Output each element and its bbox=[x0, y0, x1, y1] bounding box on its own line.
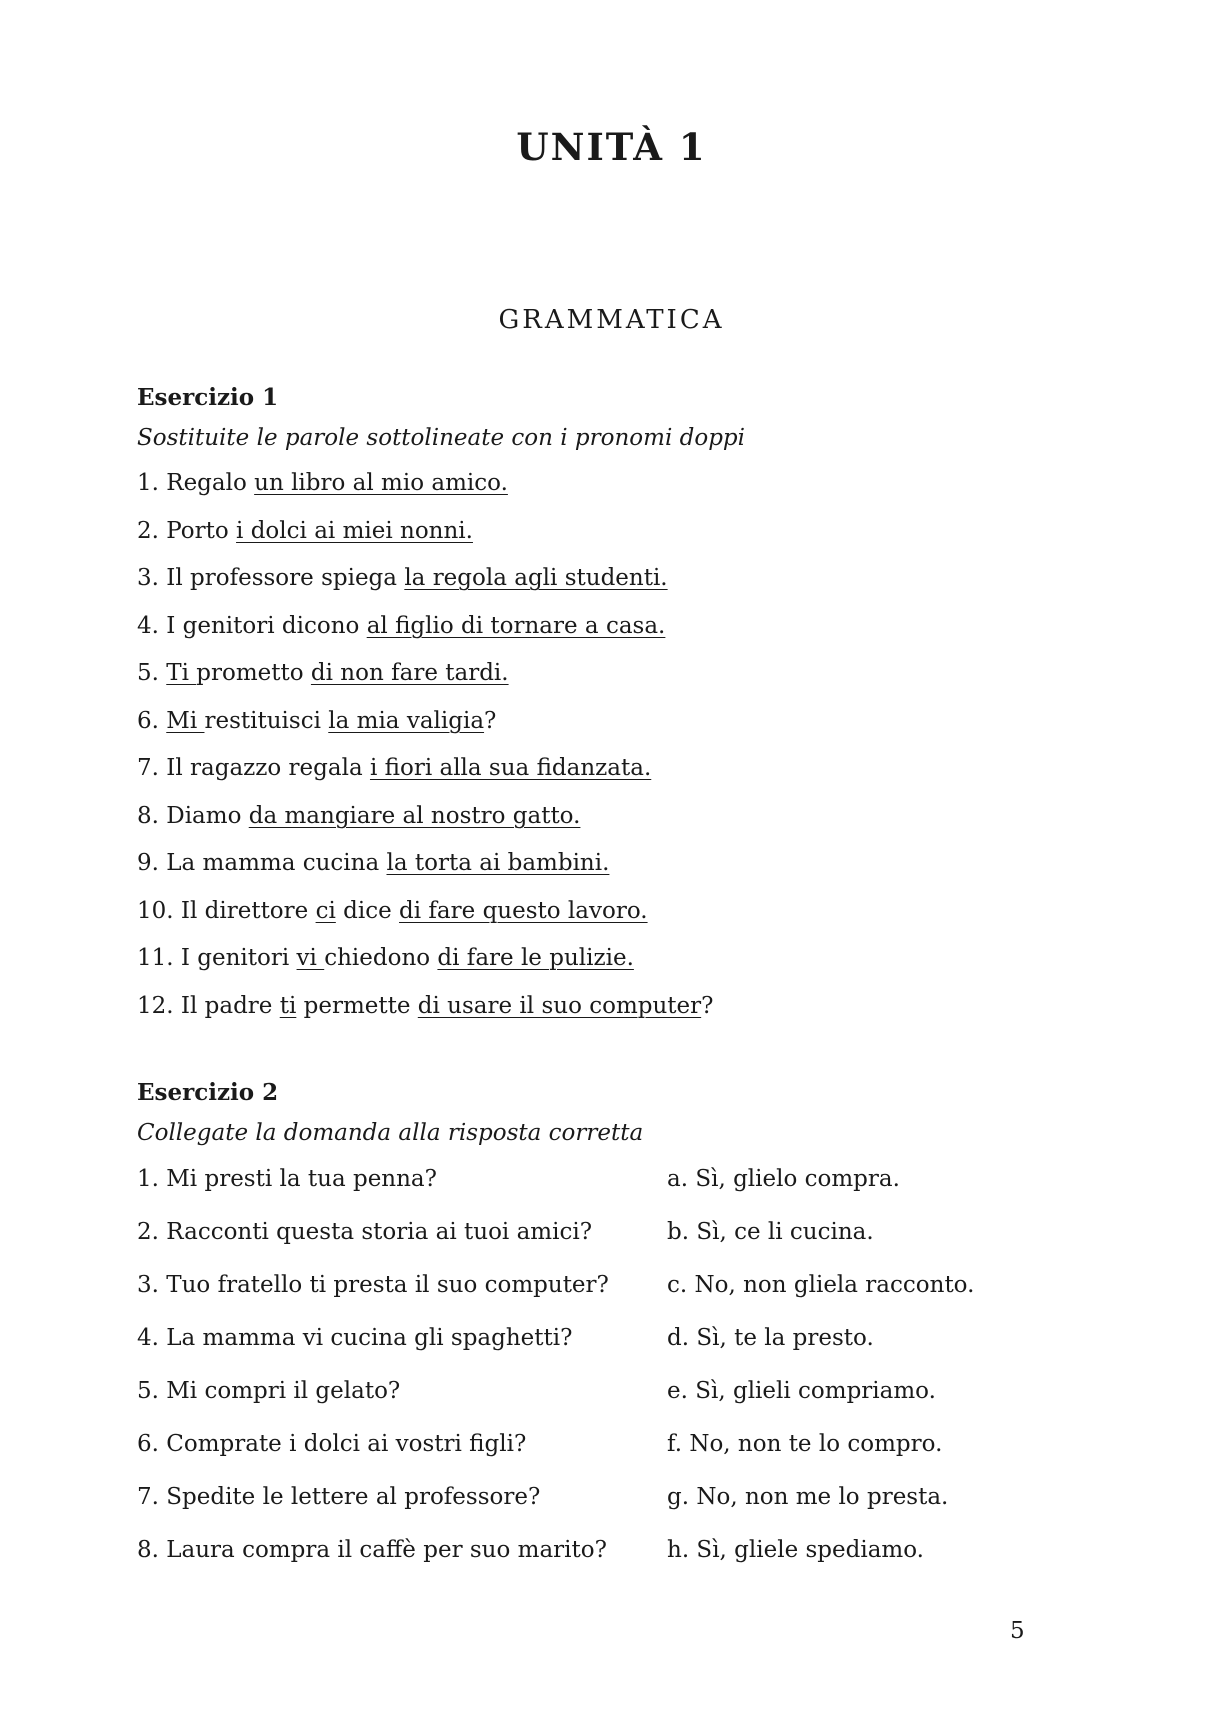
underlined-text: Mi bbox=[166, 707, 205, 734]
sentence-text: 6. bbox=[137, 707, 167, 734]
exercise-1-title: Esercizio 1 bbox=[137, 384, 279, 411]
question-text: 4. La mamma vi cucina gli spaghetti? bbox=[137, 1325, 573, 1351]
exercise-1-items bbox=[137, 460, 1137, 1030]
answer-text: g. No, non me lo presta. bbox=[667, 1484, 949, 1510]
question-text: 6. Comprate i dolci ai vostri figli? bbox=[137, 1431, 527, 1457]
sentence-text: 1. Regalo bbox=[137, 470, 255, 496]
sentence-text: ? bbox=[484, 707, 497, 734]
underlined-text: ti bbox=[279, 992, 297, 1019]
sentence-text: 3. Il professore spiega bbox=[137, 565, 405, 591]
underlined-text: di fare le pulizie. bbox=[437, 945, 634, 971]
underlined-text: da mangiare al nostro gatto. bbox=[248, 802, 581, 829]
sentence-text: 10. Il direttore bbox=[137, 897, 316, 924]
exercise-2-title: Esercizio 2 bbox=[137, 1079, 279, 1106]
question-text: 7. Spedite le lettere al professore? bbox=[137, 1484, 541, 1510]
question-text: 3. Tuo fratello ti presta il suo computer? bbox=[137, 1272, 609, 1298]
sentence-text: 8. Diamo bbox=[137, 802, 249, 829]
answer-text: e. Sì, glieli compriamo. bbox=[667, 1378, 936, 1404]
question-text: 5. Mi compri il gelato? bbox=[137, 1378, 401, 1404]
sentence-text: 2. Porto bbox=[137, 517, 237, 544]
underlined-text: la mia valigia bbox=[328, 707, 485, 734]
underlined-text: di non fare tardi. bbox=[310, 660, 509, 686]
exercise-1-instruction: Sostituite le parole sottolineate con i pronomi doppi bbox=[137, 425, 746, 451]
exercise-2-instruction: Collegate la domanda alla risposta corretta bbox=[137, 1120, 644, 1146]
exercise-1-item bbox=[137, 508, 1137, 556]
exercise-2-matching bbox=[137, 1155, 1137, 1579]
sentence-text: 9. La mamma cucina bbox=[137, 850, 387, 876]
exercise-1-item bbox=[137, 603, 1137, 651]
underlined-text: la regola agli studenti. bbox=[404, 565, 668, 591]
answer-text: a. Sì, glielo compra. bbox=[667, 1166, 900, 1192]
question-text: 8. Laura compra il caffè per suo marito? bbox=[137, 1537, 607, 1563]
section-title: GRAMMATICA bbox=[498, 305, 725, 335]
question-text: 2. Racconti questa storia ai tuoi amici? bbox=[137, 1219, 593, 1245]
match-row bbox=[137, 1208, 1137, 1261]
unit-title: UNITÀ 1 bbox=[516, 125, 707, 169]
underlined-text: i fiori alla sua fidanzata. bbox=[369, 755, 652, 781]
exercise-1-item bbox=[137, 460, 1137, 508]
sentence-text: 5. bbox=[137, 660, 167, 686]
match-row bbox=[137, 1473, 1137, 1526]
underlined-text: ci bbox=[315, 897, 336, 924]
exercise-1 bbox=[137, 380, 1137, 1030]
exercise-1-item bbox=[137, 983, 1137, 1031]
exercise-1-item bbox=[137, 698, 1137, 746]
sentence-text: prometto bbox=[196, 660, 311, 686]
sentence-text: chiedono bbox=[324, 945, 438, 971]
exercise-1-item bbox=[137, 935, 1137, 983]
underlined-text: la torta ai bambini. bbox=[386, 850, 610, 876]
underlined-text: di fare questo lavoro. bbox=[399, 897, 648, 924]
exercise-1-item bbox=[137, 650, 1137, 698]
underlined-text: Ti bbox=[166, 660, 197, 686]
underlined-text: di usare il suo computer bbox=[417, 992, 702, 1019]
answer-text: f. No, non te lo compro. bbox=[667, 1431, 943, 1457]
exercise-2 bbox=[137, 1075, 1137, 1579]
sentence-text: 11. I genitori bbox=[137, 945, 297, 971]
exercise-1-item bbox=[137, 793, 1137, 841]
sentence-text: 7. Il ragazzo regala bbox=[137, 755, 370, 781]
match-row bbox=[137, 1155, 1137, 1208]
match-row bbox=[137, 1367, 1137, 1420]
answer-text: c. No, non gliela racconto. bbox=[667, 1272, 975, 1298]
underlined-text: al figlio di tornare a casa. bbox=[366, 612, 666, 639]
underlined-text: un libro al mio amico. bbox=[254, 470, 508, 496]
answer-text: b. Sì, ce li cucina. bbox=[667, 1219, 874, 1245]
exercise-1-item bbox=[137, 840, 1137, 888]
match-row bbox=[137, 1314, 1137, 1367]
sentence-text: 12. Il padre bbox=[137, 992, 280, 1019]
page-number: 5 bbox=[1010, 1618, 1025, 1644]
answer-text: h. Sì, gliele spediamo. bbox=[667, 1537, 924, 1563]
answer-text: d. Sì, te la presto. bbox=[667, 1325, 874, 1351]
question-text: 1. Mi presti la tua penna? bbox=[137, 1166, 437, 1192]
sentence-text: dice bbox=[335, 897, 400, 924]
match-row bbox=[137, 1526, 1137, 1579]
exercise-1-item bbox=[137, 745, 1137, 793]
underlined-text: vi bbox=[296, 945, 325, 971]
match-row bbox=[137, 1420, 1137, 1473]
exercise-1-item bbox=[137, 555, 1137, 603]
match-row bbox=[137, 1261, 1137, 1314]
underlined-text: i dolci ai miei nonni. bbox=[236, 517, 473, 544]
sentence-text: ? bbox=[701, 992, 714, 1019]
exercise-1-item bbox=[137, 888, 1137, 936]
sentence-text: 4. I genitori dicono bbox=[137, 612, 367, 639]
sentence-text: permette bbox=[296, 992, 418, 1019]
sentence-text: restituisci bbox=[204, 707, 329, 734]
